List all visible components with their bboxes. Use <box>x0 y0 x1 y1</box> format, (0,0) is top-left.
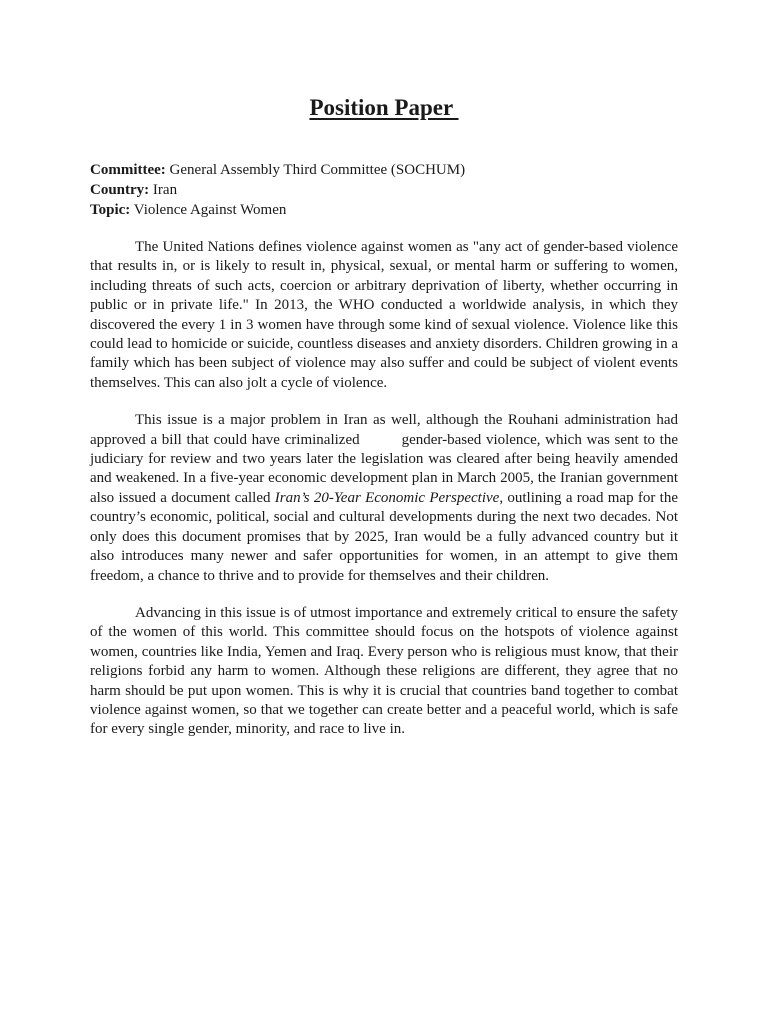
paragraph-3: Advancing in this issue is of utmost importance and extremely critical to ensure the safety of the women of this world. This committee should focus on the hotspots of violence against women, countries like India, Yemen and Iraq. Every person who is religious must know, that their religions forbid any harm to women. Although these religions are different, they agree that no harm should be put upon women. This is why it is crucial that countries band together to combat violence against women, so that we together can create better and a peaceful world, which is safe for every single gender, minority, and race to live in. <box>90 604 678 738</box>
document-page <box>90 94 678 758</box>
meta-country: Country: Iran <box>90 182 178 198</box>
paragraph-1: The United Nations defines violence against women as "any act of gender-based violence that results in, or is likely to result in, physical, sexual, or mental harm or suffering to women, including threats of such acts, coercion or arbitrary deprivation of liberty, whether occurring in public or in private life." In 2013, the WHO conducted a worldwide analysis, in which they discovered the every 1 in 3 women have through some kind of sexual violence. Violence like this could lead to homicide or suicide, countless diseases and anxiety disorders. Children growing in a family which has been subject of violence may also suffer and could be subject of violent events themselves. This can also jolt a cycle of violence. <box>90 239 678 391</box>
document-title: Position Paper <box>309 95 459 120</box>
document-meta <box>90 160 678 220</box>
meta-topic: Topic: Violence Against Women <box>90 202 287 218</box>
meta-committee: Committee: General Assembly Third Committee (SOCHUM) <box>90 162 466 178</box>
paragraph-2: This issue is a major problem in Iran as well, although the Rouhani administration had approved a bill that could have criminalized gender-based violence, which was sent to the judiciary for review and two years later the legislation was cleared after being heavily amended and weakened. In a five-year economic development plan in March 2005, the Iranian government also issued a document called Iran’s 20-Year Economic Perspective, outlining a road map for the country’s economic, political, social and cultural developments during the next two decades. Not only does this document promises that by 2025, Iran would be a fully advanced country but it also introduces many newer and safer opportunities for women, in an attempt to give them freedom, a chance to thrive and to provide for themselves and their children. <box>90 412 679 584</box>
